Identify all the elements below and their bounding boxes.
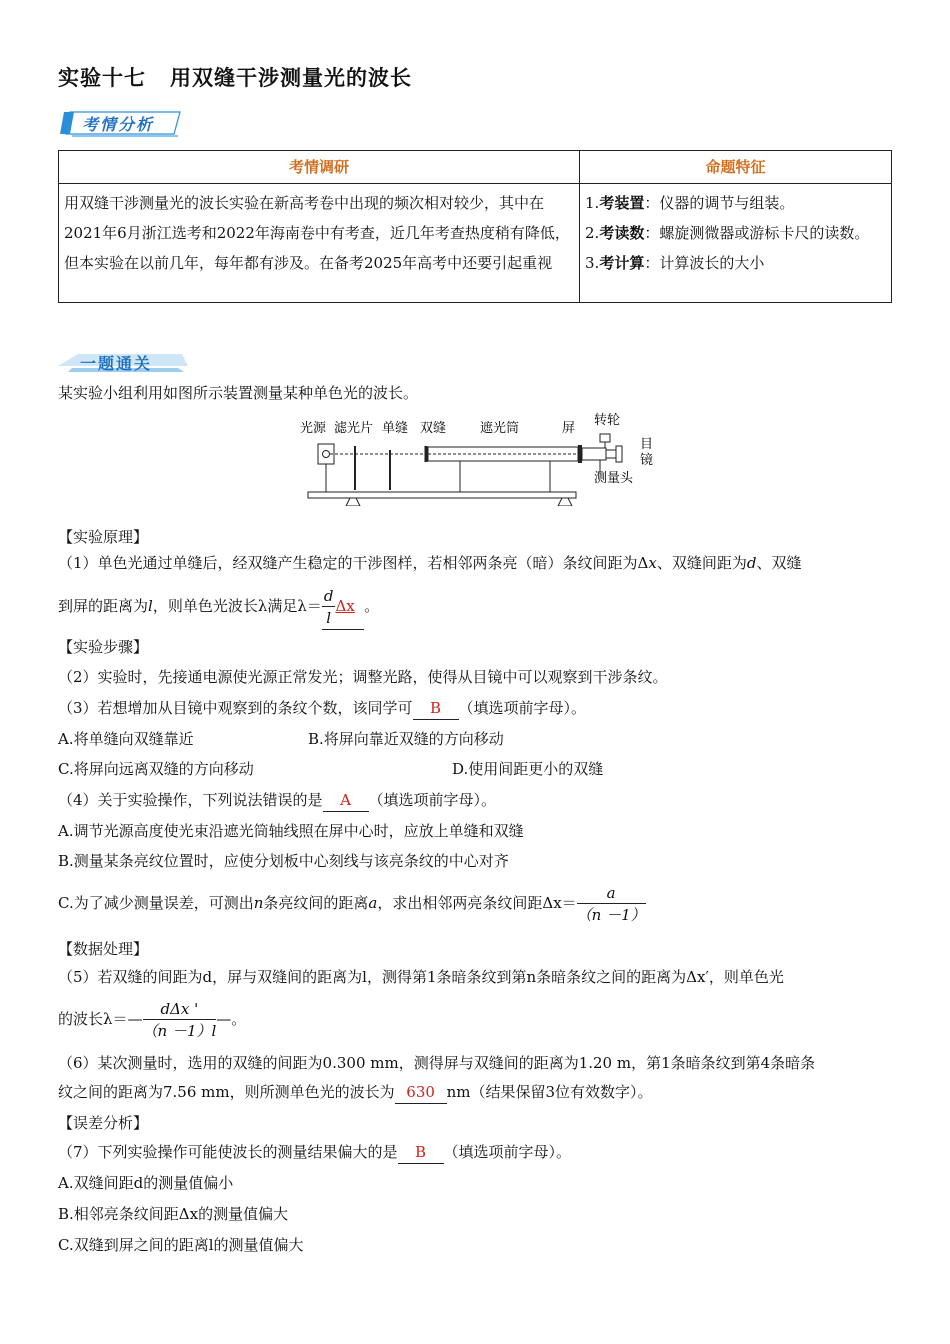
label-piece: 镜 [640,453,654,468]
section-banner [58,348,198,374]
q7-option-b[interactable]: B.相邻亮条纹间距Δx的测量值偏大 [58,1205,289,1223]
label-measuring-head: 测量头 [594,471,634,486]
label-single-slit: 单缝 [382,421,409,436]
q1-line2: 到屏的距离为l，则单色光波长λ满足λ＝ $\frac{d}{l}$ Δx 。 [58,584,379,630]
q3-option-c[interactable]: C.将屏向远离双缝的方向移动 [58,760,254,778]
q7-answer[interactable]: B [398,1141,444,1164]
section-data: 【数据处理】 [58,940,149,958]
q4-option-c[interactable]: C.为了减少测量误差，可测出n条亮纹间的距离a，求出相邻两亮条纹间距Δx＝ $\frac{a}{(n -1)}$ [58,883,646,924]
label-eye: 目 [640,437,654,452]
q3-answer[interactable]: B [413,697,459,720]
table-header-features: 命题特征 [580,151,892,184]
title-part1: 实验十七 [58,66,146,90]
title-part2: 用双缝干涉测量光的波长 [170,66,412,90]
q4-option-a[interactable]: A.调节光源高度使光束沿遮光筒轴线照在屏中心时，应放上单缝和双缝 [58,822,524,840]
q7-stem: （7）下列实验操作可能使波长的测量结果偏大的是 B （填选项前字母）。 [58,1141,571,1164]
q3-option-d[interactable]: D.使用间距更小的双缝 [452,760,604,778]
feature-item: 3.考计算：计算波长的大小 [585,254,765,272]
section-steps: 【实验步骤】 [58,638,149,656]
q4-fraction: $\frac{a}{(n -1)}$ [576,883,646,924]
feature-item: 2.考读数：螺旋测微器或游标卡尺的读数。 [585,224,870,242]
label-screen: 屏 [562,421,576,436]
q5-line1: （5）若双缝的间距为d，屏与双缝间的距离为l，测得第1条暗条纹到第n条暗条纹之间的距离为Δx′，则单色光 [58,968,784,986]
analysis-badge [58,108,183,138]
label-filter: 滤光片 [334,421,374,436]
table-cell-survey: 用双缝干涉测量光的波长实验在新高考卷中出现的频次相对较少，其中在2021年6月浙江选考和2022年海南卷中有考查，近几年考查热度稍有降低，但本实验在以前几年，每年都有涉及。在备考2025年高考中还要引起重视 [59,184,580,303]
intro-text: 某实验小组利用如图所示装置测量某种单色光的波长。 [58,384,419,402]
q7-option-a[interactable]: A.双缝间距d的测量值偏小 [58,1174,234,1192]
q6-line1: （6）某次测量时，选用的双缝的间距为0.300 mm，测得屏与双缝间的距离为1.20 m，第1条暗条纹到第4条暗条 [58,1054,816,1072]
q6-answer[interactable]: 630 [395,1081,447,1104]
label-light-source: 光源 [300,421,327,436]
q7-option-c[interactable]: C.双缝到屏之间的距离l的测量值偏大 [58,1236,304,1254]
q4-option-b[interactable]: B.测量某条亮纹位置时，应使分划板中心刻线与该亮条纹的中心对齐 [58,852,509,870]
table-cell-features [580,184,892,303]
badge-label: 考情分析 [82,115,155,134]
label-wheel: 转轮 [594,413,621,428]
q4-stem: （4）关于实验操作，下列说法错误的是 A （填选项前字母）。 [58,789,496,812]
apparatus-diagram [300,410,670,510]
q5-fraction[interactable]: $\frac{\text{dΔx '}}{(n -1)l}$ [142,999,217,1040]
section-principle: 【实验原理】 [58,528,149,546]
q6-line2: 纹之间的距离为7.56 mm，则所测单色光的波长为 630 nm（结果保留3位有效数字）。 [58,1081,653,1104]
q5-line2: 的波长λ＝— $\frac{\text{dΔx '}}{(n -1)l}$ —。 [58,999,247,1040]
q1-answer[interactable]: $\frac{d}{l}$ Δx [322,584,364,630]
label-double-slit: 双缝 [420,421,447,436]
page-title [58,62,412,92]
q3-option-b[interactable]: B.将屏向靠近双缝的方向移动 [308,730,504,748]
section-error: 【误差分析】 [58,1114,149,1132]
q2-text: （2）实验时，先接通电源使光源正常发光；调整光路，使得从目镜中可以观察到干涉条纹。 [58,668,668,686]
feature-item: 1.考装置：仪器的调节与组装。 [585,194,795,212]
q4-answer[interactable]: A [323,789,369,812]
q1-line1: （1）单色光通过单缝后，经双缝产生稳定的干涉图样，若相邻两条亮（暗）条纹间距为Δx、双缝间距为d、双缝 [58,554,802,572]
label-tube: 遮光筒 [480,421,520,436]
banner-label: 一题通关 [80,354,153,373]
table-header-survey: 考情调研 [59,151,580,184]
q3-stem: （3）若想增加从目镜中观察到的条纹个数，该同学可 B （填选项前字母）。 [58,697,586,720]
analysis-table [58,150,892,303]
q3-option-a[interactable]: A.将单缝向双缝靠近 [58,730,194,748]
